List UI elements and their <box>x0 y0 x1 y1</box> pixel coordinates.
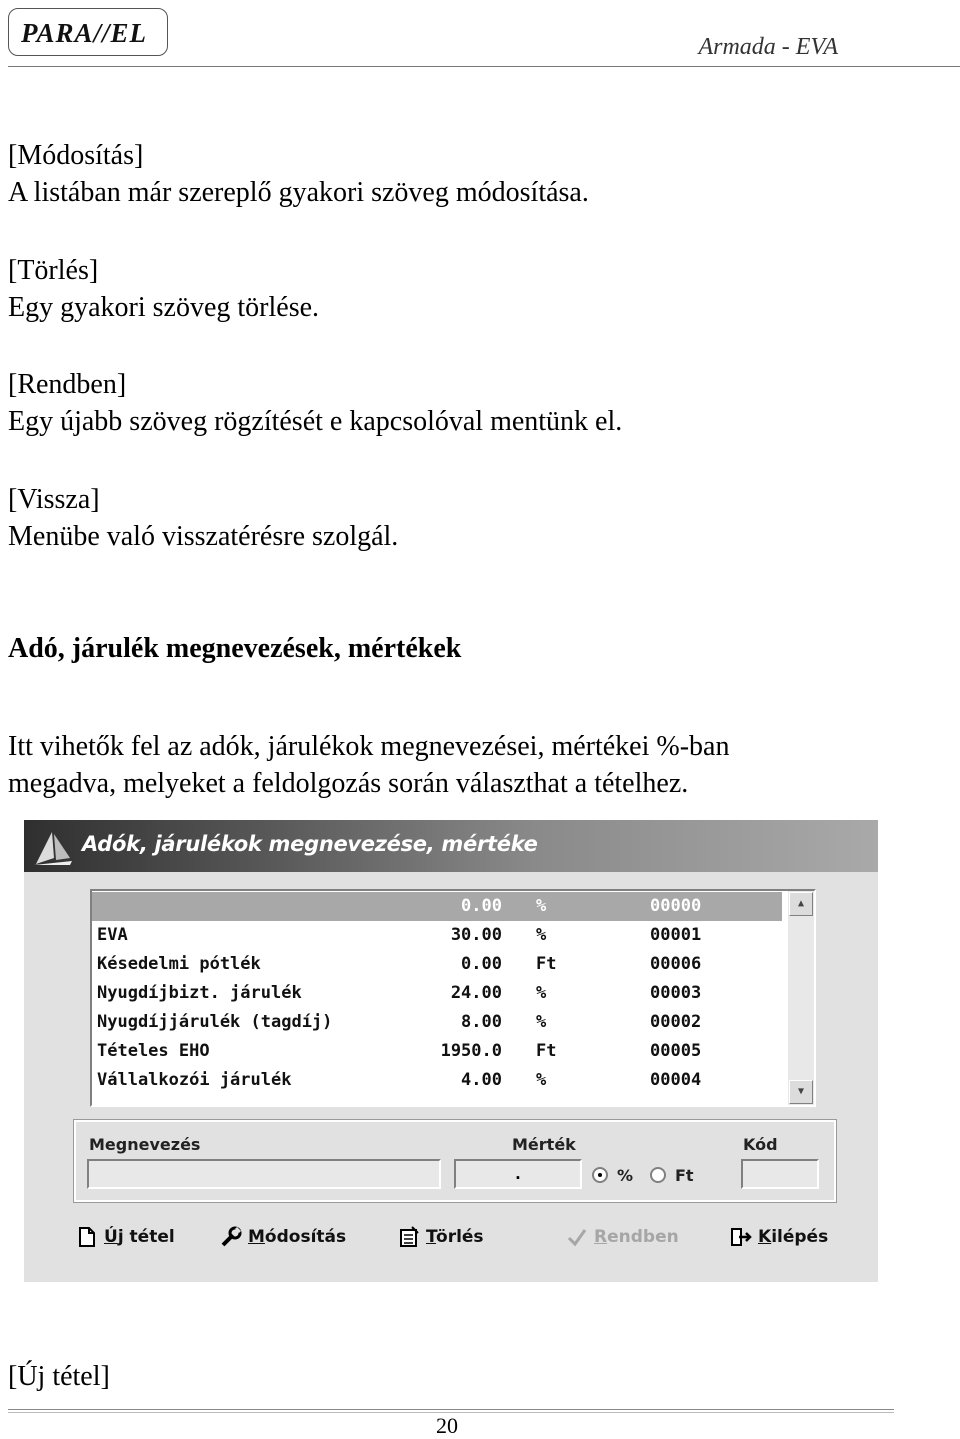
percent-radio[interactable] <box>592 1167 608 1183</box>
window-title: Adók, járulékok megnevezése, mértéke <box>82 832 538 856</box>
new-item-button[interactable] <box>76 1226 175 1256</box>
table-row[interactable] <box>92 892 782 921</box>
row-unit: Ft <box>536 954 557 974</box>
new-item-label: j tétel <box>117 1227 175 1247</box>
delete-button[interactable] <box>398 1226 484 1256</box>
tax-list[interactable] <box>90 889 816 1107</box>
row-code: 00006 <box>650 954 702 974</box>
row-unit: % <box>536 925 547 945</box>
section-body-line: Itt vihetők fel az adók, járulékok megnevezései, mértékei %-ban <box>8 731 730 762</box>
row-value: 0.00 <box>461 896 502 916</box>
new-document-icon <box>76 1226 98 1248</box>
tax-window <box>24 820 878 1282</box>
scroll-down-icon[interactable]: ▼ <box>789 1080 813 1104</box>
rate-label: Mérték <box>512 1135 576 1154</box>
list-scrollbar[interactable] <box>788 891 814 1105</box>
desc-modify: A listában már szereplő gyakori szöveg módosítása. <box>8 177 589 208</box>
row-unit: Ft <box>536 1041 557 1061</box>
desc-delete: Egy gyakori szöveg törlése. <box>8 292 320 323</box>
desc-ok: Egy újabb szöveg rögzítését e kapcsolóval mentünk el. <box>8 406 623 437</box>
table-row[interactable] <box>92 1037 782 1066</box>
percent-radio-label: % <box>617 1166 634 1185</box>
row-code: 00003 <box>650 983 702 1003</box>
modify-label: ódosítás <box>264 1227 347 1247</box>
header-divider <box>8 66 960 67</box>
new-item-accel: Ú <box>104 1227 118 1247</box>
row-unit: % <box>536 1070 547 1090</box>
desc-back: Menübe való visszatérésre szolgál. <box>8 521 399 552</box>
delete-list-icon <box>398 1226 420 1248</box>
row-code: 00002 <box>650 1012 702 1032</box>
row-value: 30.00 <box>450 925 502 945</box>
row-name: Tételes EHO <box>97 1041 210 1061</box>
logo-text: PARA//EL <box>21 18 148 48</box>
term-modify: [Módosítás] <box>8 140 144 171</box>
row-value: 8.00 <box>461 1012 502 1032</box>
wrench-icon <box>220 1226 242 1248</box>
section-title: Adó, járulék megnevezések, mértékek <box>8 633 462 664</box>
exit-label: ilépés <box>771 1227 829 1247</box>
exit-accel: K <box>758 1227 772 1247</box>
term-new-item: [Új tétel] <box>8 1361 110 1392</box>
header-title: Armada - EVA <box>698 34 838 60</box>
name-label: Megnevezés <box>89 1135 201 1154</box>
row-unit: % <box>536 896 547 916</box>
window-titlebar <box>24 820 878 872</box>
section-body-line: megadva, melyeket a feldolgozás során választhat a tételhez. <box>8 768 689 799</box>
footer-divider <box>8 1409 894 1410</box>
table-row[interactable] <box>92 1066 782 1095</box>
modify-accel: M <box>248 1227 265 1247</box>
ft-radio-label: Ft <box>675 1166 694 1185</box>
delete-label: örlés <box>436 1227 484 1247</box>
rate-input[interactable]: . <box>454 1159 582 1189</box>
row-code: 00005 <box>650 1041 702 1061</box>
table-row[interactable] <box>92 1008 782 1037</box>
name-input[interactable] <box>87 1159 441 1189</box>
table-row[interactable] <box>92 950 782 979</box>
exit-button[interactable] <box>730 1226 828 1256</box>
sail-logo-icon <box>32 828 74 868</box>
ft-radio[interactable] <box>650 1167 666 1183</box>
row-name: EVA <box>97 925 128 945</box>
row-value: 4.00 <box>461 1070 502 1090</box>
row-code: 00004 <box>650 1070 702 1090</box>
ok-label: endben <box>607 1227 679 1247</box>
row-name: Késedelmi pótlék <box>97 954 261 974</box>
term-back: [Vissza] <box>8 484 100 515</box>
row-value: 1950.0 <box>440 1041 502 1061</box>
section-body <box>8 728 928 802</box>
row-unit: % <box>536 983 547 1003</box>
term-ok: [Rendben] <box>8 369 127 400</box>
checkmark-icon <box>566 1226 588 1248</box>
ok-button[interactable] <box>566 1226 679 1256</box>
row-code: 00001 <box>650 925 702 945</box>
logo <box>8 8 168 56</box>
code-label: Kód <box>743 1135 778 1154</box>
modify-button[interactable] <box>220 1226 346 1256</box>
row-name: Nyugdíjjárulék (tagdíj) <box>97 1012 333 1032</box>
scroll-up-icon[interactable]: ▲ <box>789 892 813 916</box>
delete-accel: T <box>426 1227 437 1247</box>
row-unit: % <box>536 1012 547 1032</box>
row-value: 0.00 <box>461 954 502 974</box>
row-name: Vállalkozói járulék <box>97 1070 292 1090</box>
term-delete: [Törlés] <box>8 255 99 286</box>
row-code: 00000 <box>650 896 702 916</box>
edit-group <box>74 1120 836 1202</box>
row-name: Nyugdíjbizt. járulék <box>97 983 302 1003</box>
page-number: 20 <box>436 1413 458 1438</box>
table-row[interactable] <box>92 921 782 950</box>
ok-accel: R <box>594 1227 608 1247</box>
row-value: 24.00 <box>450 983 502 1003</box>
exit-door-icon <box>730 1226 752 1248</box>
code-input[interactable] <box>741 1159 819 1189</box>
table-row[interactable] <box>92 979 782 1008</box>
